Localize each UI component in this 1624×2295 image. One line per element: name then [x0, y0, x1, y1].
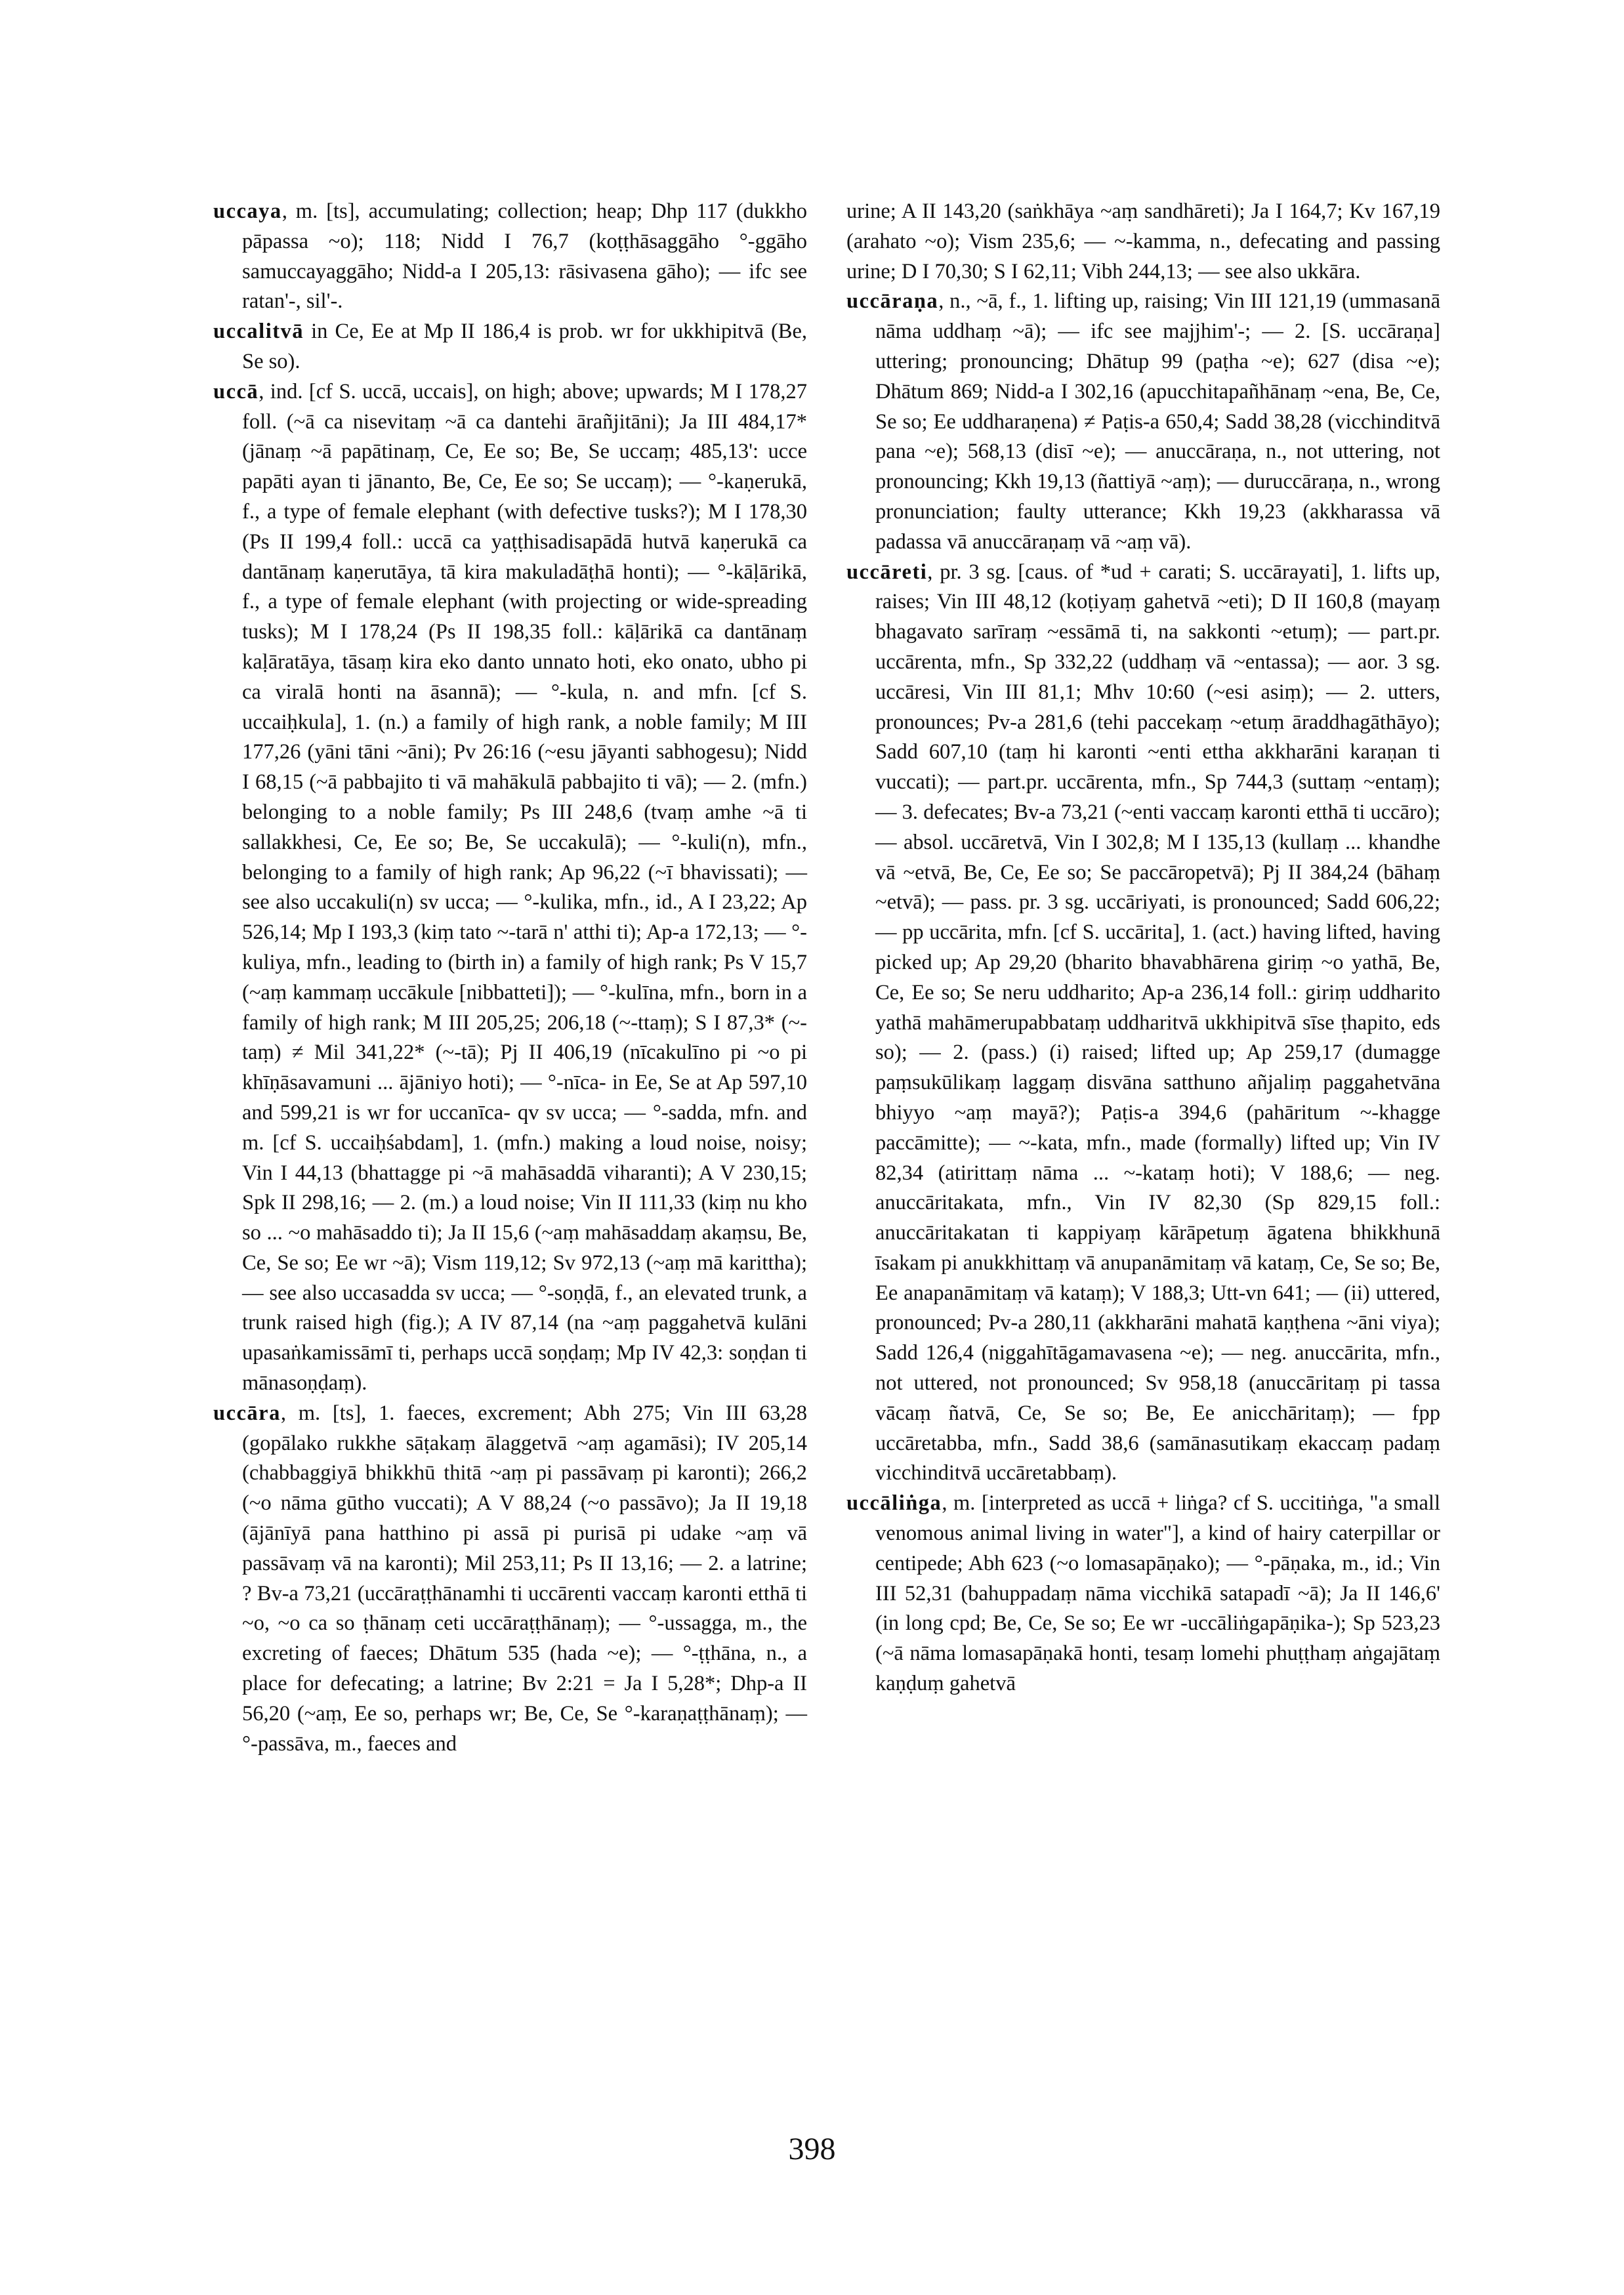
page-number: 398	[788, 2132, 836, 2166]
entry-text: , m. [ts], accumulating; collection; heap; Dhp 117 (dukkho pāpassa ~o); 118; Nidd I 76,7 (koṭṭhāsaggāho °-ggāho samuccayaggāho; Nidd-a I 205,13: rāsivasena gāho); — ifc see ratan'-, sil'-.	[242, 199, 807, 314]
entry	[213, 197, 807, 317]
entry-text: , m. [interpreted as uccā + liṅga? cf S. uccitiṅga, "a small venomous animal living in water"], a kind of hairy caterpillar or centipede; Abh 623 (~o lomasapāṇako); — °-pāṇaka, m., id.; Vin III 52,31 (bahuppadaṃ nāma vicchikā satapadī ~ā); Ja II 146,6' (in long cpd; Be, Ce, Se so; Ee wr -uccāliṅgapāṇika-); Sp 523,23 (~ā nāma lomasapāṇakā honti, tesaṃ lomehi phuṭṭhaṃ aṅgajātaṃ kaṇḍuṃ gahetvā	[875, 1491, 1440, 1696]
entry	[846, 558, 1440, 1489]
entry	[846, 287, 1440, 557]
headword: uccāliṅga	[846, 1491, 942, 1516]
headword: uccaya	[213, 199, 282, 223]
entry-text: , ind. [cf S. uccā, uccais], on high; above; upwards; M I 178,27 foll. (~ā ca nisevitaṃ ~ā ca dantehi ārañjitāni); Ja III 484,17* (jānaṃ ~ā papātinaṃ, Ce, Ee so; Be, Se uccaṃ; 485,13': ucce papāti ayan ti jānanto, Be, Ce, Ee so; Se uccaṃ); — °-kaṇerukā, f., a type of female elephant (with defective tusks?); M I 178,30 (Ps II 199,4 foll.: uccā ca yaṭṭhisadisapādā hutvā kaṇerukā ca dantānaṃ kaṇerutāya, tā kira makuladāṭhā honti); — °-kāḷārikā, f., a type of female elephant (with projecting or wide-spreading tusks); M I 178,24 (Ps II 198,35 foll.: kāḷārikā ca dantānaṃ kaḷāratāya, tāsaṃ kira eko danto unnato hoti, eko onato, ubho pi ca viralā honti na āsannā); — °-kula, n. and mfn. [cf S. uccaiḥkula], 1. (n.) a family of high rank, a noble family; M III 177,26 (yāni tāni ~āni); Pv 26:16 (~esu jāyanti sabhogesu); Nidd I 68,15 (~ā pabbajito ti vā mahākulā pabbajito ti vā); — 2. (mfn.) belonging to a noble family; Ps III 248,6 (tvaṃ amhe ~ā ti sallakkhesi, Ce, Ee so; Be, Se uccakulā); — °-kuli(n), mfn., belonging to a family of high rank; Ap 96,22 (~ī bhavissati); — see also uccakuli(n) sv ucca; — °-kulika, mfn., id., A I 23,22; Ap 526,14; Mp I 193,3 (kiṃ tato ~-tarā n' atthi ti); Ap-a 172,13; — °-kuliya, mfn., leading to (birth in) a family of high rank; Ps V 15,7 (~aṃ kammaṃ uccākule [nibbatteti]); — °-kulīna, mfn., born in a family of high rank; M III 205,25; 206,18 (~-ttaṃ); S I 87,3* (~-taṃ) ≠ Mil 341,22* (~-tā); Pj II 406,19 (nīcakulīno pi ~o pi khīṇāsavamuni ... ājāniyo hoti); — °-nīca- in Ee, Se at Ap 597,10 and 599,21 is wr for uccanīca- qv sv ucca; — °-sadda, mfn. and m. [cf S. uccaiḥśabdam], 1. (mfn.) making a loud noise, noisy; Vin I 44,13 (bhattagge pi ~ā mahāsaddā viharanti); A V 230,15; Spk II 298,16; — 2. (m.) a loud noise; Vin II 111,33 (kiṃ nu kho so ... ~o mahāsaddo ti); Ja II 15,6 (~aṃ mahāsaddaṃ akaṃsu, Be, Ce, Se so; Ee wr ~ā); Vism 119,12; Sv 972,13 (~aṃ mā karittha); — see also uccasadda sv ucca; — °-soṇḍā, f., an elevated trunk, a trunk raised high (fig.); A IV 87,14 (na ~aṃ paggahetvā kulāni upasaṅkamissāmī ti, perhaps uccā soṇḍaṃ; Mp IV 42,3: soṇḍan ti mānasoṇḍaṃ).	[242, 379, 807, 1396]
headword: uccāraṇa	[846, 289, 939, 314]
entry-text: , m. [ts], 1. faeces, excrement; Abh 275; Vin III 63,28 (gopālako rukkhe sāṭakaṃ ālaggetvā ~aṃ agamāsi); IV 205,14 (chabbaggiyā bhikkhū thitā ~aṃ pi passāvaṃ pi karonti); 266,2 (~o nāma gūtho vuccati); A V 88,24 (~o passāvo); Ja II 19,18 (ājānīyā pana hatthino pi assā pi purisā pi udake ~aṃ vā passāvaṃ vā na karonti); Mil 253,11; Ps II 13,16; — 2. a latrine; ? Bv-a 73,21 (uccāraṭṭhānamhi ti uccārenti vaccaṃ karonti etthā ti ~o, ~o ca so ṭhānaṃ ceti uccāraṭṭhānaṃ); — °-ussagga, m., the excreting of faeces; Dhātum 535 (hada ~e); — °-ṭṭhāna, n., a place for defecating; a latrine; Bv 2:21 = Ja I 5,28*; Dhp-a II 56,20 (~aṃ, Ee so, perhaps wr; Be, Ce, Se °-karaṇaṭṭhānaṃ); — °-passāva, m., faeces and	[242, 1401, 807, 1756]
entry	[213, 377, 807, 1399]
right-column	[846, 197, 1440, 1699]
entry-text: urine; A II 143,20 (saṅkhāya ~aṃ sandhāreti); Ja I 164,7; Kv 167,19 (arahato ~o); Vism 235,6; — ~-kamma, n., defecating and passing urine; D I 70,30; S I 62,11; Vibh 244,13; — see also ukkāra.	[846, 199, 1440, 283]
entry-text: in Ce, Ee at Mp II 186,4 is prob. wr for ukkhipitvā (Be, Se so).	[242, 320, 807, 373]
headword: uccā	[213, 379, 259, 403]
entry	[213, 317, 807, 377]
left-column	[213, 197, 807, 1759]
entry	[846, 1489, 1440, 1699]
entry-text: , n., ~ā, f., 1. lifting up, raising; Vin III 121,19 (ummasanā nāma uddhaṃ ~ā); — ifc see majjhim'-; — 2. [S. uccāraṇa] uttering; pronouncing; Dhātup 99 (paṭha ~e); 627 (disa ~e); Dhātum 869; Nidd-a I 302,16 (apucchitapañhānaṃ ~ena, Be, Ce, Se so; Ee uddharaṇena) ≠ Paṭis-a 650,4; Sadd 38,28 (vicchinditvā pana ~e); 568,13 (disī ~e); — anuccāraṇa, n., not uttering, not pronouncing; Kkh 19,13 (ñattiyā ~aṃ); — duruccāraṇa, n., wrong pronunciation; faulty utterance; Kkh 19,23 (akkharassa vā padassa vā anuccāraṇaṃ vā ~aṃ vā).	[875, 289, 1440, 554]
entry-continuation	[846, 197, 1440, 287]
headword: uccāreti	[846, 560, 928, 584]
headword: uccalitvā	[213, 320, 304, 344]
headword: uccāra	[213, 1401, 281, 1425]
entry	[213, 1399, 807, 1760]
entry-text: , pr. 3 sg. [caus. of *ud + carati; S. uccārayati], 1. lifts up, raises; Vin III 48,12 (koṭiyaṃ gahetvā ~eti); D II 160,8 (mayaṃ bhagavato sarīraṃ ~essāmā ti, na sakkonti ~etuṃ); — part.pr. uccārenta, mfn., Sp 332,22 (uddhaṃ vā ~entassa); — aor. 3 sg. uccāresi, Vin III 81,1; Mhv 10:60 (~esi asiṃ); — 2. utters, pronounces; Pv-a 281,6 (tehi paccekaṃ ~etuṃ āraddhagāthāyo); Sadd 607,10 (taṃ hi karonti ~enti ettha akkharāni karaṇan ti vuccati); — part.pr. uccārenta, mfn., Sp 744,3 (suttaṃ ~entaṃ); — 3. defecates; Bv-a 73,21 (~enti vaccaṃ karonti etthā ti uccāro); — absol. uccāretvā, Vin I 302,8; M I 135,13 (kullaṃ ... khandhe vā ~etvā, Be, Ce, Ee so; Se paccāropetvā); Pj II 384,24 (bāhaṃ ~etvā); — pass. pr. 3 sg. uccāriyati, is pronounced; Sadd 606,22; — pp uccārita, mfn. [cf S. uccārita], 1. (act.) having lifted, having picked up; Ap 29,20 (bharito bhavabhārena giriṃ ~o yathā, Be, Ce, Ee so; Se neru uddharito; Ap-a 236,14 foll.: giriṃ uddharito yathā mahāmerupabbataṃ uddharitvā ukkhipitvā sīse ṭhapito, eds so); — 2. (pass.) (i) raised; lifted up; Ap 259,17 (dumagge paṃsukūlikaṃ laggaṃ disvāna satthuno añjaliṃ paggahetvāna bhiyyo ~aṃ mayā?); Paṭis-a 394,6 (pahāritum ~-khagge paccāmitte); — ~-kata, mfn., made (formally) lifted up; Vin IV 82,34 (atirittaṃ nāma ... ~-kataṃ hoti); V 188,6; — neg. anuccāritakata, mfn., Vin IV 82,30 (Sp 829,15 foll.: anuccāritakatan ti kappiyaṃ kārāpetuṃ āgatena bhikkhunā īsakam pi anukkhittaṃ vā anupanāmitaṃ vā kataṃ, Ce, Se so; Be, Ee anapanāmitaṃ vā kataṃ); V 188,3; Utt-vn 641; — (ii) uttered, pronounced; Pv-a 280,11 (akkharāni mahatā kaṇṭhena ~āni viya); Sadd 126,4 (niggahītāgamavasena ~e); — neg. anuccārita, mfn., not uttered, not pronounced; Sv 958,18 (anuccāritaṃ pi tassa vācaṃ ñatvā, Ce, Se so; Be, Ee anicchāritaṃ); — fpp uccāretabba, mfn., Sadd 38,6 (samānasutikaṃ ekaccaṃ padaṃ vicchinditvā uccāretabbaṃ).	[875, 560, 1440, 1485]
